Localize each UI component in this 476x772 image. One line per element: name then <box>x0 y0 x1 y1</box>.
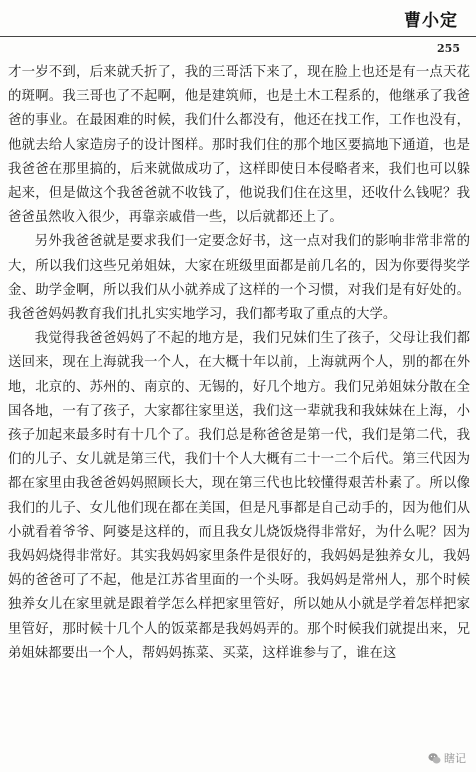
watermark <box>428 750 466 766</box>
chapter-title: 曹小定 <box>404 11 458 31</box>
page-number: 255 <box>437 42 460 55</box>
paragraph-3: 我觉得我爸爸妈妈了不起的地方是，我们兄妹们生了孩子，父母让我们都送回来，现在上海就我一个人，在大概十年以前，上海就两个人，别的都在外地，北京的、苏州的、南京的、无锡的，好几个地方。我们兄弟姐妹分散在全国各地，一有了孩子，大家都往家里送，我们这一辈就我和我妹妹在上海，小孩子加起来最多时有十几个了。我们总是称爸爸是第一代，我们是第二代，我们的儿子、女儿就是第三代，我们十个人大概有二十一二个后代。第三代因为都在家里由我爸爸妈妈照顾长大，现在第三代也比较懂得艰苦朴素了。所以像我们的儿子、女儿他们现在都在美国，但是凡事都是自己动手的，因为他们从小就看着爷爷、阿婆是这样的，而且我女儿烧饭烧得非常好，为什么呢？因为我妈妈烧得非常好。其实我妈妈家里条件是很好的，我妈妈是独养女儿，我妈妈的爸爸可了不起，他是江苏省里面的一个头呀。我妈妈是常州人，那个时候独养女儿在家里就是跟着学怎么样把家里管好，所以她从小就是学着怎样把家里管好，那时候十几个人的饭菜都是我妈妈弄的。那个时候我们就提出来，兄弟姐妹都要出一个人，帮妈妈拣菜、买菜，这样谁参与了，谁在这 <box>8 331 470 661</box>
watermark-text: 瞎记 <box>444 752 466 765</box>
paragraph-2: 另外我爸爸就是要求我们一定要念好书，这一点对我们的影响非常非常的大，所以我们这些兄弟姐妹，大家在班级里面都是前几名的，因为你要得奖学金、助学金啊，所以我们从小就养成了这样的一个习惯，对我们是有好处的。我爸爸妈妈教育我们扎扎实实地学习，我们都考取了重点的大学。 <box>8 234 470 323</box>
wechat-icon <box>428 752 441 765</box>
header-rule <box>0 36 476 37</box>
body-text <box>8 61 470 666</box>
paragraph-1: 才一岁不到，后来就夭折了，我的三哥活下来了，现在脸上也还是有一点天花的斑啊。我三哥也了不起啊，他是建筑师，也是土木工程系的，他继承了我爸爸的事业。在最困难的时候，我们什么都没有，他还在找工作，工作也没有，他就去给人家造房子的设计图样。那时我们住的那个地区要搞地下通道，也是我爸爸在那里搞的，后来就做成功了，这样即使日本侵略者来，我们也可以躲起来，但是做这个我爸爸就不收钱了，他说我们住在这里，还收什么钱呢？我爸爸虽然收入很少，再靠亲戚借一些，以后就都还上了。 <box>8 65 470 226</box>
